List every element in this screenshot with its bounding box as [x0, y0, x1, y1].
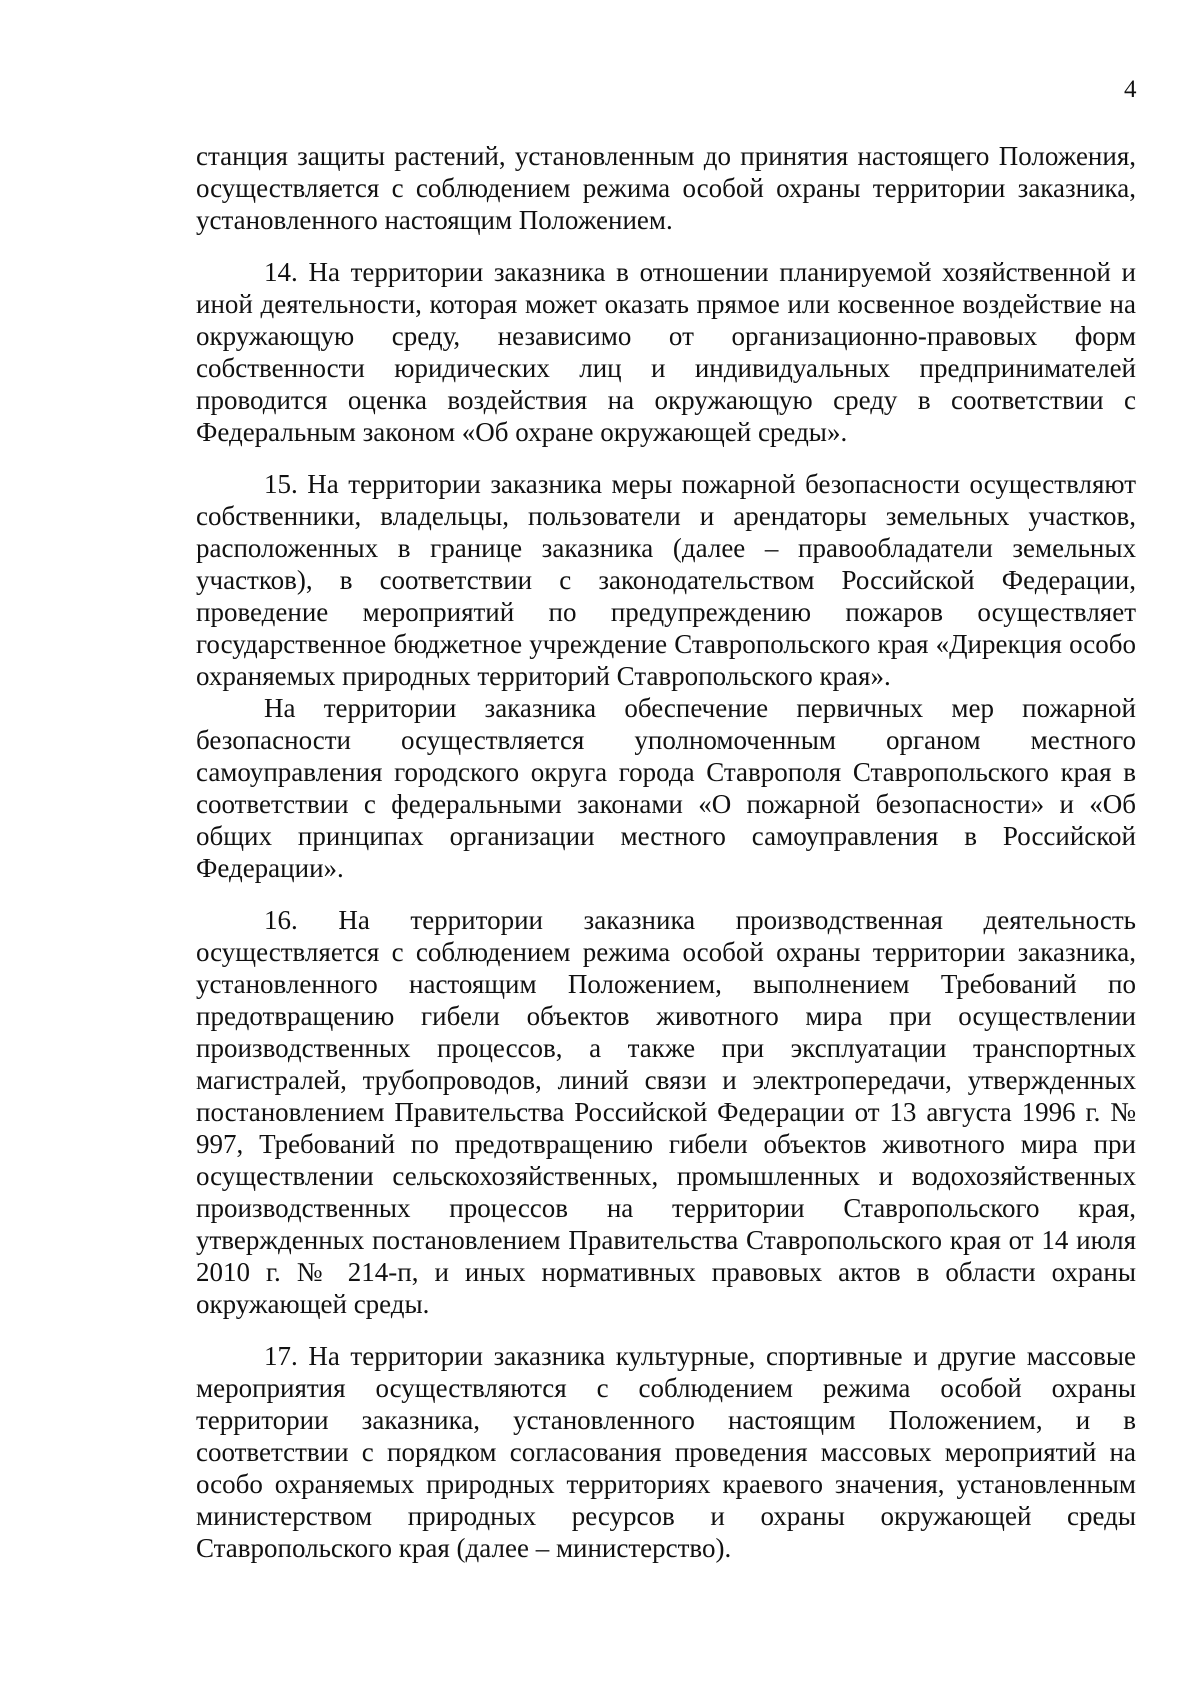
paragraph-15: 15. На территории заказника меры пожарной безопасности осуществляют собственники, владельцы, пользователи и арендаторы земельных участков, расположенных в границе заказника (далее – правообладатели земельных участков), в соответствии с законодательством Российской Федерации, проведение мероприятий по предупреждению пожаров осуществляет государственное бюджетное учреждение Ставропольского края «Дирекция особо охраняемых природных территорий Ставропольского края».	[196, 469, 1136, 691]
paragraph-continuation: станция защиты растений, установленным до принятия настоящего Положения, осуществляется с соблюдением режима особой охраны территории заказника, установленного настоящим Положением.	[196, 141, 1136, 235]
paragraph-17: 17. На территории заказника культурные, спортивные и другие массовые мероприятия осуществляются с соблюдением режима особой охраны территории заказника, установленного настоящим Положением, и в соответствии с порядком согласования проведения массовых мероприятий на особо охраняемых природных территориях краевого значения, установленным министерством природных ресурсов и охраны окружающей среды Ставропольского края (далее – министерство).	[196, 1341, 1136, 1563]
page-number: 4	[1124, 76, 1137, 103]
document-body	[196, 140, 1136, 1564]
paragraph-16: 16. На территории заказника производственная деятельность осуществляется с соблюдением режима особой охраны территории заказника, установленного настоящим Положением, выполнением Требований по предотвращению гибели объектов животного мира при осуществлении производственных процессов, а также при эксплуатации транспортных магистралей, трубопроводов, линий связи и электропередачи, утвержденных постановлением Правительства Российской Федерации от 13 августа 1996 г. № 997, Требований по предотвращению гибели объектов животного мира при осуществлении сельскохозяйственных, промышленных и водохозяйственных производственных процессов на территории Ставропольского края, утвержденных постановлением Правительства Ставропольского края от 14 июля 2010 г. № 214-п, и иных нормативных правовых актов в области охраны окружающей среды.	[196, 905, 1136, 1319]
paragraph-15-fire-safety: На территории заказника обеспечение первичных мер пожарной безопасности осуществляется уполномоченным органом местного самоуправления городского округа города Ставрополя Ставропольского края в соответствии с федеральными законами «О пожарной безопасности» и «Об общих принципах организации местного самоуправления в Российской Федерации».	[196, 693, 1136, 883]
paragraph-14: 14. На территории заказника в отношении планируемой хозяйственной и иной деятельности, которая может оказать прямое или косвенное воздействие на окружающую среду, независимо от организационно-правовых форм собственности юридических лиц и индивидуальных предпринимателей проводится оценка воздействия на окружающую среду в соответствии с Федеральным законом «Об охране окружающей среды».	[196, 257, 1136, 447]
